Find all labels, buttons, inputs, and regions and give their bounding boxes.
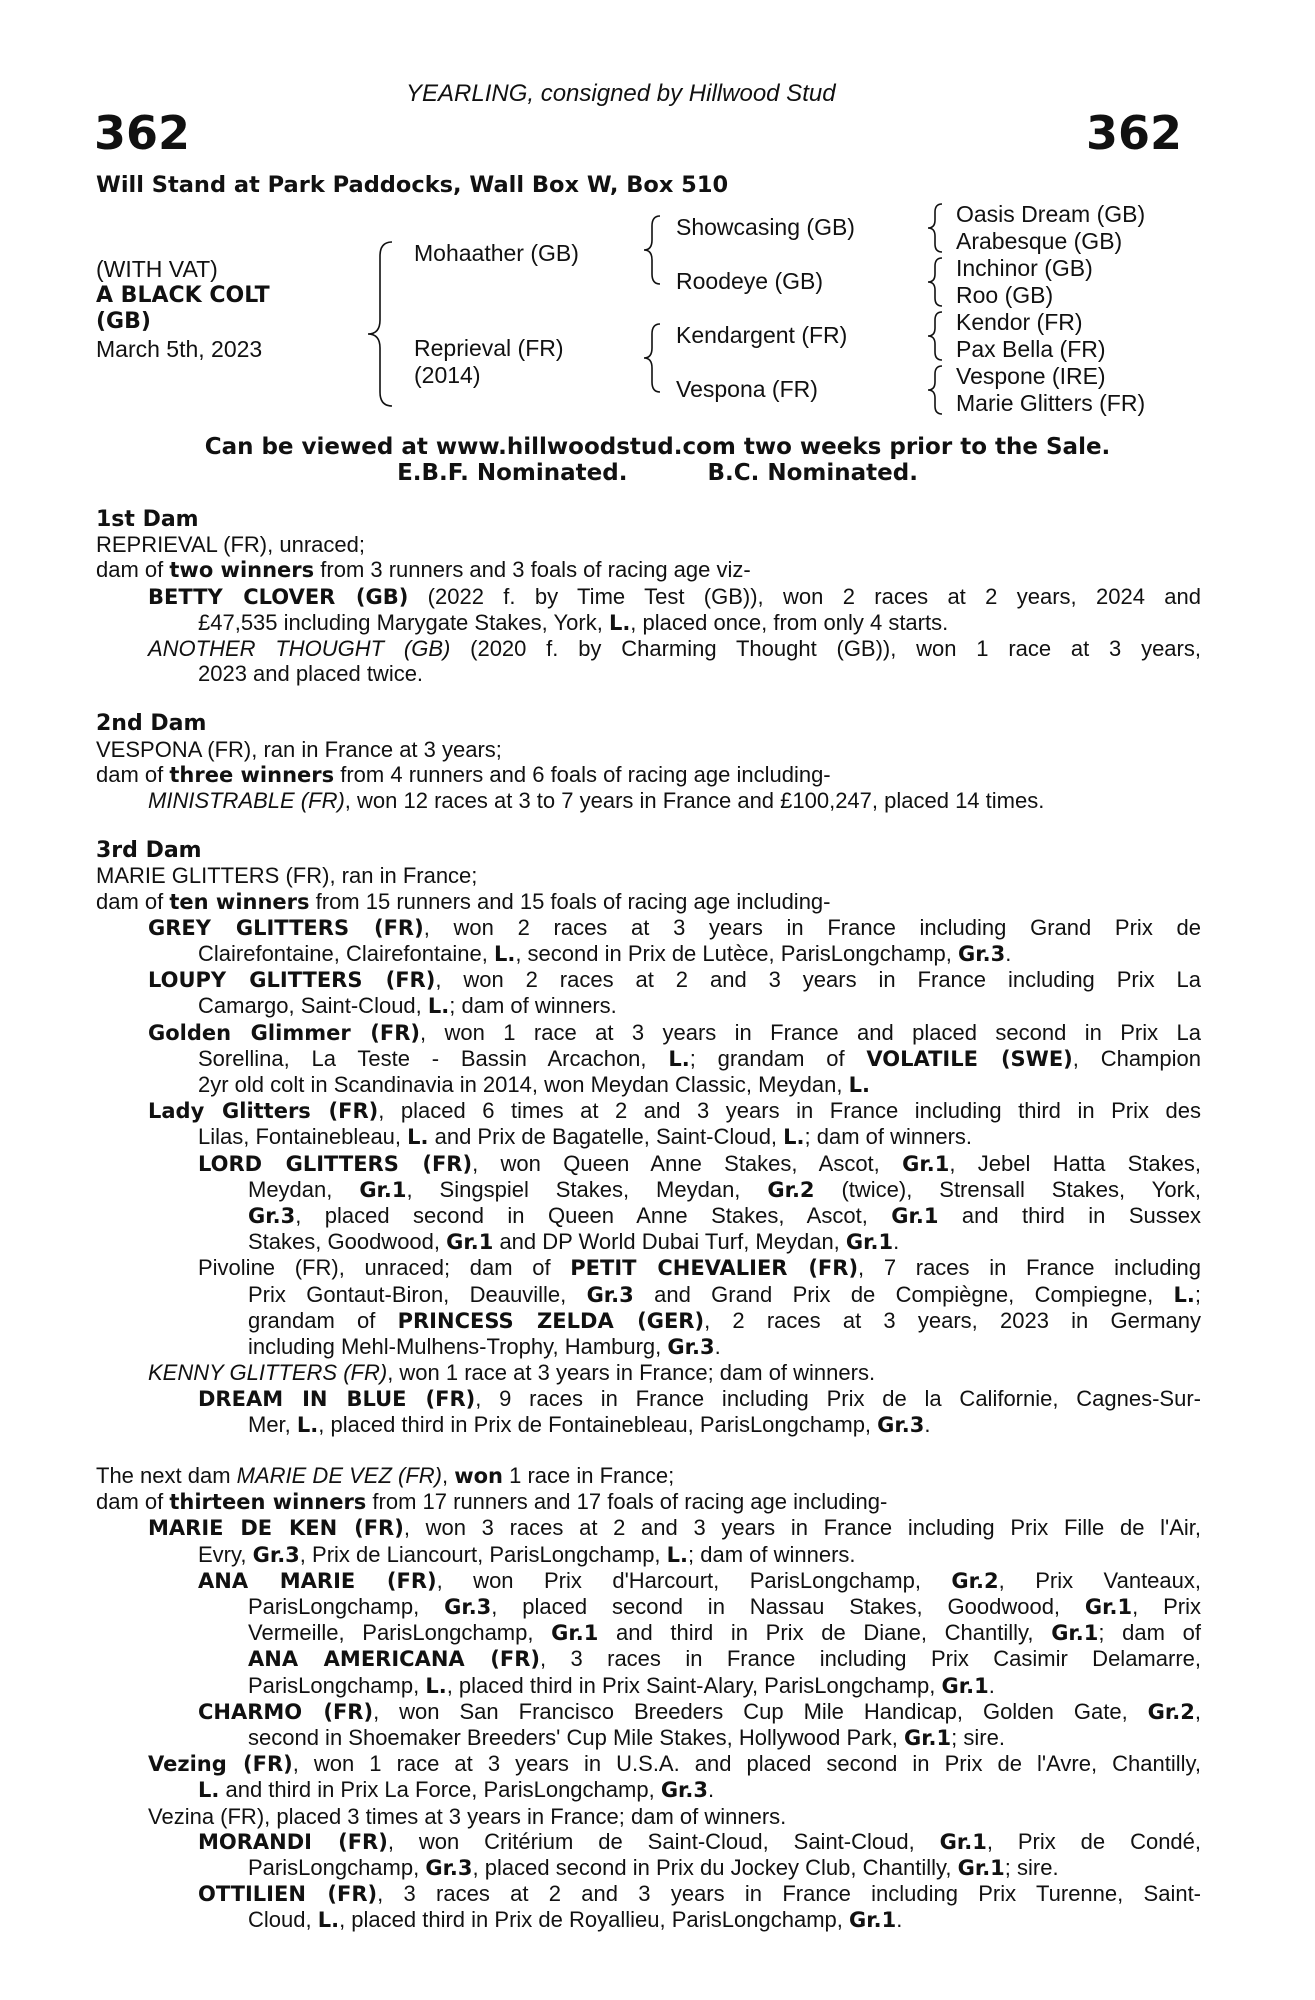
first-dam-name: REPRIEVAL (FR), unraced; (96, 532, 365, 558)
brace-sire-dam (368, 242, 392, 406)
dam-dam-name: Vespona (FR) (676, 376, 818, 402)
lot-number-right: 362 (1086, 106, 1183, 160)
gen3-6: Pax Bella (FR) (956, 336, 1106, 362)
entry-grey-glitters: GREY GLITTERS (FR), won 2 races at 3 years in France including Grand Prix de (148, 914, 1201, 940)
entry-ana-marie: ANA MARIE (FR), won Prix d'Harcourt, ParisLongchamp, Gr.2, Prix Vanteaux, (198, 1567, 1201, 1593)
dam-sire-name: Kendargent (FR) (676, 322, 848, 348)
entry-ottilien: OTTILIEN (FR), 3 races at 2 and 3 years in France including Prix Turenne, Saint- (198, 1881, 1202, 1907)
gen3-4: Roo (GB) (956, 282, 1054, 308)
entry-vezina: Vezina (FR), placed 3 times at 3 years in France; dam of winners. (148, 1803, 787, 1829)
gen3-3: Inchinor (GB) (956, 255, 1093, 281)
first-dam-summary: dam of two winners from 3 runners and 3 foals of racing age viz- (96, 557, 751, 583)
lot-number-left: 362 (94, 106, 191, 160)
second-dam-name: VESPONA (FR), ran in France at 3 years; (96, 736, 502, 762)
entry-another-thought: ANOTHER THOUGHT (GB) (2020 f. by Charming Thought (GB)), won 1 race at 3 years, (148, 636, 1201, 662)
ebf-nominated: E.B.F. Nominated. (397, 460, 628, 486)
third-dam-name: MARIE GLITTERS (FR), ran in France; (96, 863, 478, 889)
next-dam-name: The next dam MARIE DE VEZ (FR), won 1 race in France; (96, 1462, 675, 1488)
dam-year: (2014) (414, 362, 481, 388)
gen3-7: Vespone (IRE) (956, 363, 1106, 389)
nominations (0, 460, 1315, 486)
entry-lord-glitters: LORD GLITTERS (FR), won Queen Anne Stakes, Ascot, Gr.1, Jebel Hatta Stakes, (198, 1150, 1202, 1176)
viewing-note: Can be viewed at www.hillwoodstud.com two weeks prior to the Sale. (204, 434, 1111, 460)
entry-ministrable: MINISTRABLE (FR), won 12 races at 3 to 7 years in France and £100,247, placed 14 times. (148, 788, 1045, 814)
horse-name-line1: A BLACK COLT (96, 283, 270, 308)
sire-dam-name: Roodeye (GB) (676, 268, 824, 294)
third-dam-summary: dam of ten winners from 15 runners and 15 foals of racing age including- (96, 888, 831, 914)
entry-dream-in-blue: DREAM IN BLUE (FR), 9 races in France including Prix de la Californie, Cagnes-Sur- (198, 1385, 1201, 1411)
entry-lady-glitters: Lady Glitters (FR), placed 6 times at 2 and 3 years in France including third in Prix des (148, 1098, 1201, 1124)
sire-sire-name: Showcasing (GB) (676, 214, 855, 240)
brace-dam-parents (644, 324, 660, 392)
pedigree-braces (0, 0, 1315, 430)
stand-location: Will Stand at Park Paddocks, Wall Box W, Box 510 (96, 172, 729, 198)
entry-golden-glimmer: Golden Glimmer (FR), won 1 race at 3 years in France and placed second in Prix La (148, 1019, 1201, 1045)
second-dam-heading: 2nd Dam (96, 711, 207, 737)
gen3-1: Oasis Dream (GB) (956, 201, 1146, 227)
entry-kenny-glitters: KENNY GLITTERS (FR), won 1 race at 3 years in France; dam of winners. (148, 1360, 876, 1386)
entry-pivoline: Pivoline (FR), unraced; dam of PETIT CHEVALIER (FR), 7 races in France including (198, 1255, 1201, 1281)
first-dam-heading: 1st Dam (96, 507, 199, 532)
sale-type-subtitle: YEARLING, consigned by Hillwood Stud (406, 80, 836, 107)
second-dam-summary: dam of three winners from 4 runners and 6 foals of racing age including- (96, 761, 831, 787)
entry-vezing: Vezing (FR), won 1 race at 3 years in U.S.A. and placed second in Prix de l'Avre, Chantilly, (148, 1751, 1201, 1777)
next-dam-summary: dam of thirteen winners from 17 runners and 17 foals of racing age including- (96, 1489, 888, 1515)
entry-loupy-glitters: LOUPY GLITTERS (FR), won 2 races at 2 and 3 years in France including Prix La (148, 967, 1202, 993)
third-dam-heading: 3rd Dam (96, 838, 202, 864)
entry-charmo: CHARMO (FR), won San Francisco Breeders Cup Mile Handicap, Golden Gate, Gr.2, (198, 1698, 1201, 1724)
foaling-date: March 5th, 2023 (96, 336, 263, 362)
entry-marie-de-ken: MARIE DE KEN (FR), won 3 races at 2 and 3 years in France including Prix Fille de l'Air, (148, 1515, 1201, 1541)
catalogue-body: 1st Dam REPRIEVAL (FR), unraced; dam of two winners from 3 runners and 3 foals of racing age viz- BETTY CLOVER (GB) (2022 f. by Time Test (GB)), won 2 races at 2 years, 2024 and £47,535 including Marygate Stakes, York, L., placed once, from only 4 starts. ANOTHER THOUGHT (GB) (2020 f. by Charming Thought (GB)), won 1 race at 3 years, 2023 and placed twice. 2nd Dam VESPONA (FR), ran in France at 3 years; dam of three winners from 4 runners and 6 foals of racing age including- MINISTRABLE (FR), won 12 races at 3 to 7 years in France and £100,247, placed 14 times. 3rd Dam MARIE GLITTERS (FR), ran in France; dam of ten winners from 15 runners and 15 foals of racing age including- GREY GLITTERS (FR), won 2 races at 3 years in France including Grand Prix de Clairefontaine, Clairefontaine, L., second in Prix de Lutèce, ParisLongchamp, Gr.3. LOUPY GLITTERS (FR), won 2 races at 2 and 3 years in France including Prix La Camargo, Saint-Cloud, L.; dam of winners. Golden Glimmer (FR), won 1 race at 3 years in France and placed second in Prix La Sorellina, La Teste - Bassin Arcachon, L.; grandam of VOLATILE (SWE), Champion 2yr old colt in Scandinavia in 2014, won Meydan Classic, Meydan, L. Lady Glitters (FR), placed 6 times at 2 and 3 years in France including third in Prix des Lilas, Fontainebleau, L. and Prix de Bagatelle, Saint-Cloud, L.; dam of winners. LORD GLITTERS (FR), won Queen Anne Stakes, Ascot, Gr.1, Jebel Hatta Stakes, Meydan, Gr.1, Singspiel Stakes, Meydan, Gr.2 (twice), Strensall Stakes, York, Gr.3, placed second in Queen Anne Stakes, Ascot, Gr.1 and third in Sussex Stakes, Goodwood, Gr.1 and DP World Dubai Turf, Meydan, Gr.1. Pivoline (FR), unraced; dam of PETIT CHEVALIER (FR), 7 races in France including Prix Gontaut-Biron, Deauville, Gr.3 and Grand Prix de Compiègne, Compiegne, L.; grandam of PRINCESS ZELDA (GER), 2 races at 3 years, 2023 in Germany including Mehl-Mulhens-Trophy, Hamburg, Gr.3. KENNY GLITTERS (FR), won 1 race at 3 years in France; dam of winners. DREAM IN BLUE (FR), 9 races in France including Prix de la Californie, Cagnes-Sur- Mer, L., placed third in Prix de Fontainebleau, ParisLongchamp, Gr.3. The next dam MARIE DE VEZ (FR), won 1 race in France; dam of thirteen winners from 17 runners and 17 foals of racing age including- MARIE DE KEN (FR), won 3 races at 2 and 3 years in France including Prix Fille de l'Air, Evry, Gr.3, Prix de Liancourt, ParisLongchamp, L.; dam of winners. ANA MARIE (FR), won Prix d'Harcourt, ParisLongchamp, Gr.2, Prix Vanteaux, ParisLongchamp, Gr.3, placed second in Nassau Stakes, Goodwood, Gr.1, Prix Vermeille, ParisLongchamp, Gr.1 and third in Prix de Diane, Chantilly, Gr.1; dam of ANA AMERICANA (FR), 3 races in France including Prix Casimir Delamarre, ParisLongchamp, L., placed third in Prix Saint-Alary, ParisLongchamp, Gr.1. CHARMO (FR), won San Francisco Breeders Cup Mile Handicap, Golden Gate, Gr.2, second in Shoemaker Breeders' Cup Mile Stakes, Hollywood Park, Gr.1; sire. Vezing (FR), won 1 race at 3 years in U.S.A. and placed second in Prix de l'Avre, Chantilly, L. and third in Prix La Force, ParisLongchamp, Gr.3. Vezina (FR), placed 3 times at 3 years in France; dam of winners. MORANDI (FR), won Critérium de Saint-Cloud, Saint-Cloud, Gr.1, Prix de Condé, ParisLongchamp, Gr.3, placed second in Prix du Jockey Club, Chantilly, Gr.1; sire. OTTILIEN (FR), 3 races at 2 and 3 years in France including Prix Turenne, Saint- Cloud, L., placed third in Prix de Royallieu, ParisLongchamp, Gr.1. (96, 507, 1202, 1933)
gen3-5: Kendor (FR) (956, 309, 1083, 335)
entry-morandi: MORANDI (FR), won Critérium de Saint-Cloud, Saint-Cloud, Gr.1, Prix de Condé, (198, 1828, 1202, 1854)
entry-betty-clover: BETTY CLOVER (GB) (2022 f. by Time Test (GB)), won 2 races at 2 years, 2024 and (148, 583, 1201, 609)
brace-gen3-d (928, 366, 942, 414)
brace-gen3-b (928, 258, 942, 306)
horse-name-line2: (GB) (96, 309, 151, 334)
brace-sire-parents (644, 216, 660, 284)
bc-nominated: B.C. Nominated. (707, 460, 918, 486)
brace-gen3-a (928, 204, 942, 252)
brace-gen3-c (928, 312, 942, 360)
gen3-2: Arabesque (GB) (956, 228, 1123, 254)
gen3-8: Marie Glitters (FR) (956, 390, 1146, 416)
vat-note: (WITH VAT) (96, 256, 218, 282)
dam-name: Reprieval (FR) (414, 335, 564, 361)
sire-name: Mohaather (GB) (414, 240, 579, 266)
